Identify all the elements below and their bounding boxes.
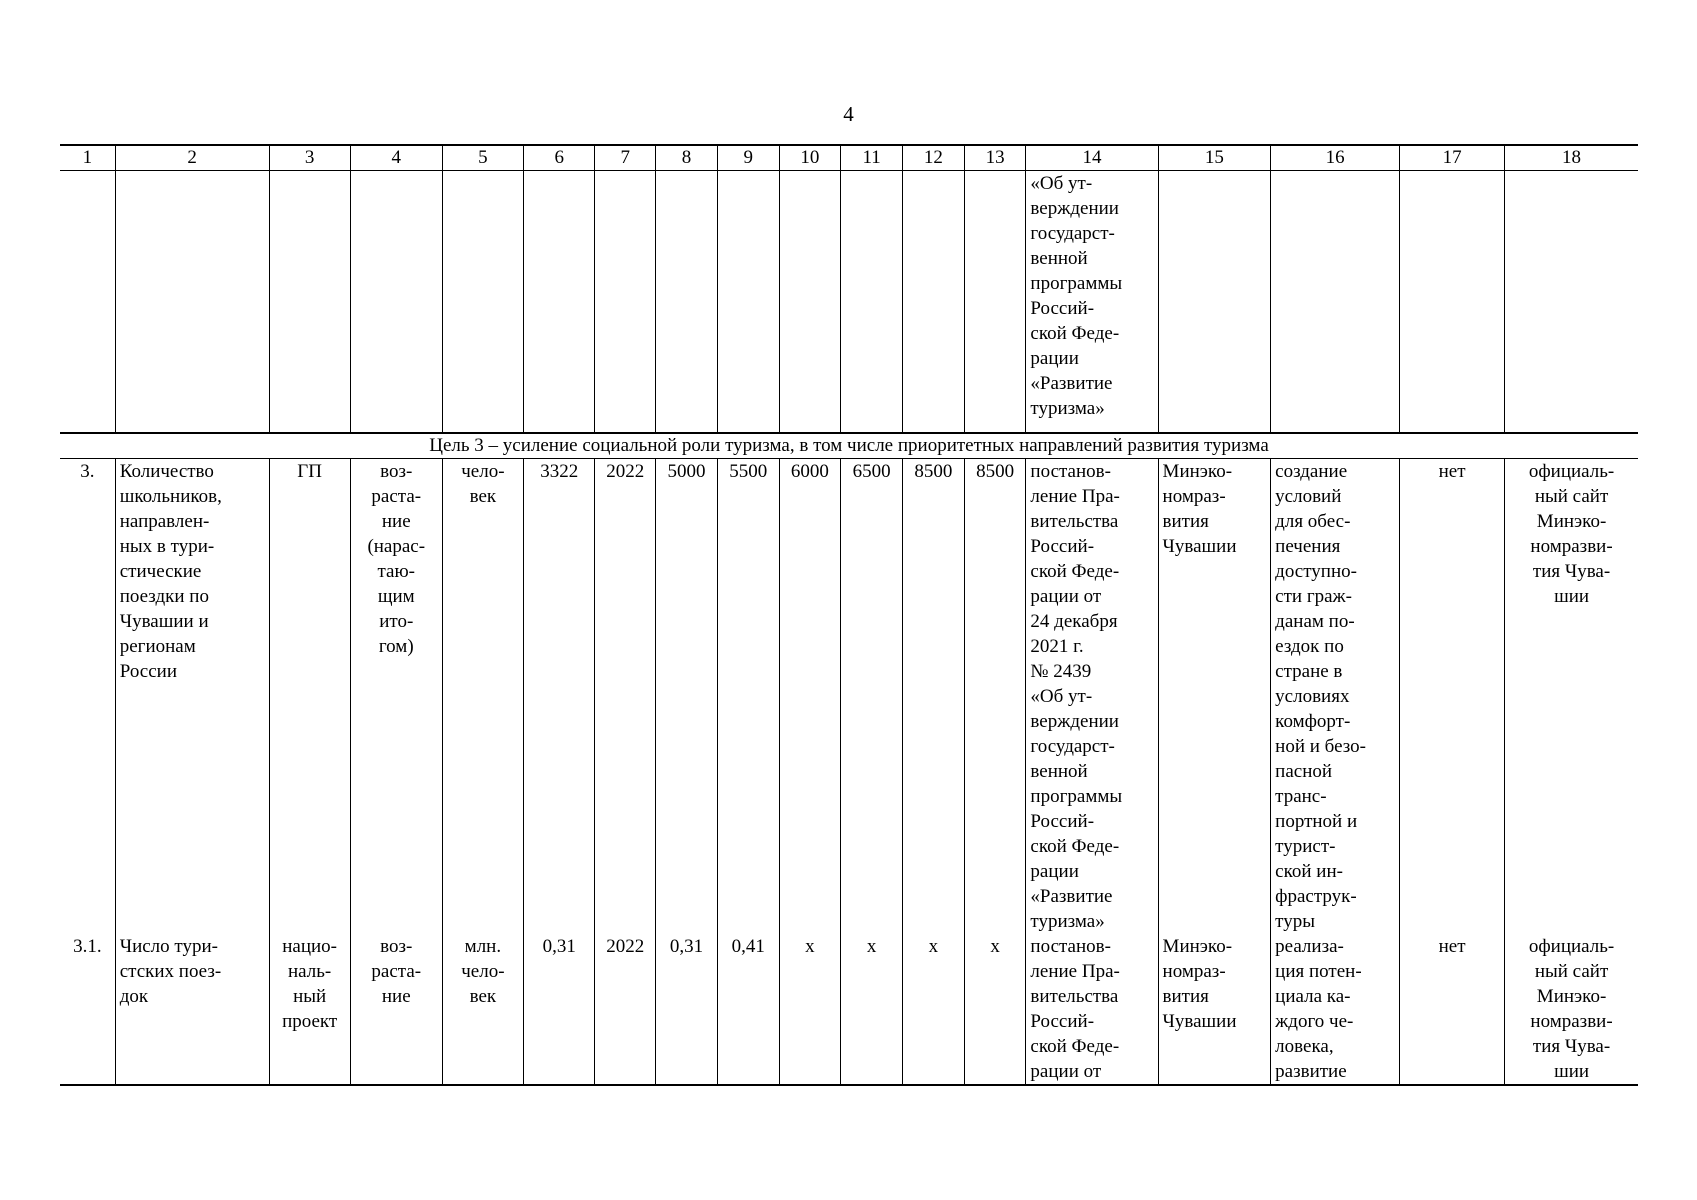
column-number-header-row	[60, 145, 1638, 171]
value-cell: 6000	[779, 459, 841, 935]
base-value: 0,31	[524, 934, 595, 1085]
header-cell: 10	[779, 145, 841, 171]
related-goal: реализа- ция потен- циала ка- ждого че- ловека, развитие	[1271, 934, 1400, 1085]
table-cell	[841, 171, 903, 434]
indicator-dynamics: воз- раста- ние	[350, 934, 442, 1085]
value-cell: х	[841, 934, 903, 1085]
table-cell	[1505, 171, 1638, 434]
information-system: официаль- ный сайт Минэко- номразви- тия Чува- шии	[1505, 459, 1638, 935]
value-cell: х	[779, 934, 841, 1085]
table-cell	[269, 171, 350, 434]
indicator-name: Количество школьников, направлен- ных в тури- стические поездки по Чувашии и регионам России	[115, 459, 269, 935]
unit-of-measure: млн. чело- век	[442, 934, 523, 1085]
indicator-type: ГП	[269, 459, 350, 935]
indicator-dynamics: воз- раста- ние (нарас- таю- щим ито- гом)	[350, 459, 442, 935]
value-cell: 0,41	[717, 934, 779, 1085]
header-cell: 11	[841, 145, 903, 171]
goal-row	[60, 433, 1638, 459]
table-cell	[1400, 171, 1505, 434]
page-number: 4	[843, 102, 854, 126]
legal-basis-cell: «Об ут- верждении государст- венной программы Россий- ской Феде- рации «Развитие туризма»	[1026, 171, 1158, 434]
value-cell: х	[902, 934, 964, 1085]
table-cell	[60, 171, 115, 434]
responsible-body: Минэко- номраз- вития Чувашии	[1158, 459, 1271, 935]
legal-basis-cell: постанов- ление Пра- вительства Россий- ской Феде- рации от	[1026, 934, 1158, 1085]
table-cell	[1158, 171, 1271, 434]
related-goal: создание условий для обес- печения доступно- сти граж- данам по- ездок по стране в условиях комфорт- ной и безо- пасной транс- портной и турист- ской ин- фраструк- туры	[1271, 459, 1400, 935]
information-system: официаль- ный сайт Минэко- номразви- тия Чува- шии	[1505, 934, 1638, 1085]
header-cell: 15	[1158, 145, 1271, 171]
value-cell: 8500	[902, 459, 964, 935]
table-cell	[1271, 171, 1400, 434]
value-cell: 5500	[717, 459, 779, 935]
header-cell: 5	[442, 145, 523, 171]
base-value: 3322	[524, 459, 595, 935]
header-cell: 14	[1026, 145, 1158, 171]
table-cell	[656, 171, 718, 434]
table-cell	[350, 171, 442, 434]
header-cell: 7	[595, 145, 656, 171]
value-cell: 0,31	[656, 934, 718, 1085]
indicator-row	[60, 459, 1638, 935]
row-number: 3.1.	[60, 934, 115, 1085]
legal-basis-cell: постанов- ление Пра- вительства Россий- ской Феде- рации от 24 декабря 2021 г. № 2439 «Об ут- верждении государст- венной программы Россий- ской Феде- рации «Развитие туризма»	[1026, 459, 1158, 935]
base-year: 2022	[595, 934, 656, 1085]
header-cell: 2	[115, 145, 269, 171]
continuation-row	[60, 171, 1638, 434]
header-cell: 6	[524, 145, 595, 171]
header-cell: 12	[902, 145, 964, 171]
row-number: 3.	[60, 459, 115, 935]
federal-link: нет	[1400, 459, 1505, 935]
header-cell: 4	[350, 145, 442, 171]
header-cell: 3	[269, 145, 350, 171]
table-cell	[115, 171, 269, 434]
value-cell: х	[964, 934, 1026, 1085]
table-cell	[902, 171, 964, 434]
table-cell	[442, 171, 523, 434]
header-cell: 18	[1505, 145, 1638, 171]
indicator-row	[60, 934, 1638, 1085]
goal-heading: Цель 3 – усиление социальной роли туризма, в том числе приоритетных направлений развития туризма	[60, 433, 1638, 459]
table-cell	[779, 171, 841, 434]
header-cell: 8	[656, 145, 718, 171]
header-cell: 16	[1271, 145, 1400, 171]
indicator-name: Число тури- стских поез- док	[115, 934, 269, 1085]
table-cell	[964, 171, 1026, 434]
table-cell	[595, 171, 656, 434]
value-cell: 8500	[964, 459, 1026, 935]
indicators-table	[60, 144, 1638, 1086]
value-cell: 5000	[656, 459, 718, 935]
table-cell	[717, 171, 779, 434]
value-cell: 6500	[841, 459, 903, 935]
federal-link: нет	[1400, 934, 1505, 1085]
header-cell: 13	[964, 145, 1026, 171]
header-cell: 1	[60, 145, 115, 171]
header-cell: 17	[1400, 145, 1505, 171]
indicator-type: нацио- наль- ный проект	[269, 934, 350, 1085]
base-year: 2022	[595, 459, 656, 935]
table-cell	[524, 171, 595, 434]
unit-of-measure: чело- век	[442, 459, 523, 935]
header-cell: 9	[717, 145, 779, 171]
responsible-body: Минэко- номраз- вития Чувашии	[1158, 934, 1271, 1085]
